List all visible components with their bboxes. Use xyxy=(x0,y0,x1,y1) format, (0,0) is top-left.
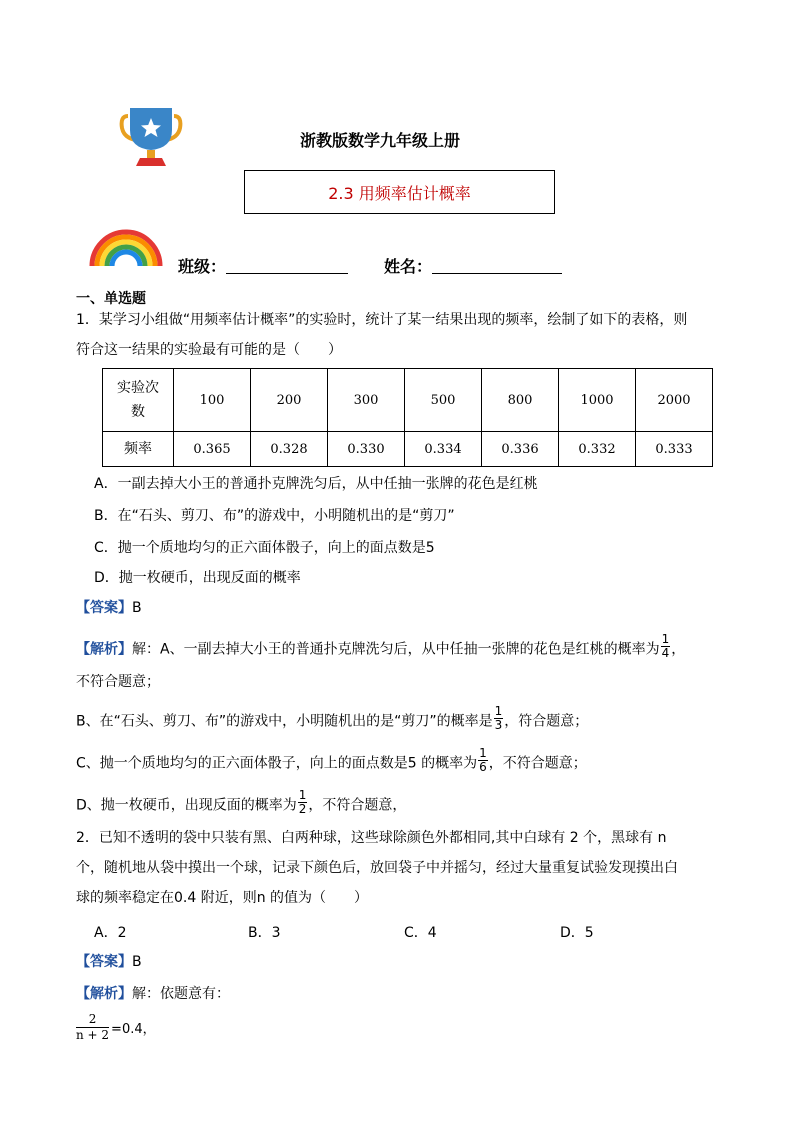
rainbow-icon xyxy=(88,228,164,268)
freq-cell: 0.333 xyxy=(636,432,713,467)
analysis-tag: 【解析】 xyxy=(76,641,132,658)
q1-option-a: A．一副去掉大小王的普通扑克牌洗匀后，从中任抽一张牌的花色是红桃 xyxy=(94,476,538,492)
answer-tag: 【答案】 xyxy=(76,954,132,970)
q1-option-b: B．在“石头、剪刀、布”的游戏中，小明随机出的是“剪刀” xyxy=(94,508,455,524)
q1-stem-line1: 1．某学习小组做“用频率估计概率”的实验时，统计了某一结果出现的频率，绘制了如下的表格，则 xyxy=(76,312,688,328)
q2-option-b: B．3 xyxy=(248,925,281,941)
freq-cell: 0.330 xyxy=(328,432,405,467)
q1-answer xyxy=(76,598,716,618)
freq-cell: 0.334 xyxy=(405,432,482,467)
class-field xyxy=(178,254,348,277)
q2-analysis: 【解析】解：依题意有： xyxy=(76,986,230,1002)
count-cell: 100 xyxy=(174,369,251,432)
q1-analysis-d: D、抛一枚硬币，出现反面的概率为 $\frac{1}{2}$ ，不符合题意， xyxy=(76,788,407,816)
q2-stem-line3: 球的频率稳定在0.4 附近，则n 的值为（ ） xyxy=(76,890,369,906)
count-cell: 800 xyxy=(482,369,559,432)
q1-option-d: D．抛一枚硬币，出现反面的概率 xyxy=(94,570,301,586)
q1-analysis-a: 【解析】解：A、一副去掉大小王的普通扑克牌洗匀后，从中任抽一张牌的花色是红桃的概率为 $\frac{1}{4}$ ， xyxy=(76,632,686,660)
answer-tag: 【答案】 xyxy=(76,600,132,616)
q2-equation: $\frac{2}{n + 2}$ =0.4， xyxy=(76,1012,156,1042)
frequency-table xyxy=(102,368,713,467)
chapter-title: 2.3 用频率估计概率 xyxy=(328,183,471,203)
table-row xyxy=(103,369,713,432)
fraction: $\frac{1}{4}$ xyxy=(661,632,670,660)
q2-option-c: C．4 xyxy=(404,925,437,941)
fraction: $\frac{2}{n + 2}$ xyxy=(76,1012,110,1042)
answer-value: B xyxy=(132,954,142,970)
q1-analysis-b: B、在“石头、剪刀、布”的游戏中，小明随机出的是“剪刀”的概率是 $\frac{1}{3}$ ，符合题意； xyxy=(76,704,589,732)
class-label: 班级： xyxy=(178,257,227,276)
q2-option-a: A．2 xyxy=(94,925,127,941)
table-header-cell: 实验次 数 xyxy=(103,369,174,432)
q2-stem-line1: 2．已知不透明的袋中只装有黑、白两种球，这些球除颜色外都相同,其中白球有 2 个，黑球有 n xyxy=(76,830,667,846)
fraction: $\frac{1}{3}$ xyxy=(494,704,503,732)
chapter-title-box xyxy=(244,170,555,214)
book-title: 浙教版数学九年级上册 xyxy=(300,131,461,150)
class-blank[interactable] xyxy=(226,257,348,274)
section-title: 一、单选题 xyxy=(76,291,146,307)
count-cell: 300 xyxy=(328,369,405,432)
q2-option-d: D．5 xyxy=(560,925,594,941)
trophy-icon xyxy=(118,104,184,170)
table-row xyxy=(103,432,713,467)
name-label: 姓名： xyxy=(384,257,433,276)
table-header-cell: 频率 xyxy=(103,432,174,467)
answer-value: B xyxy=(132,600,142,616)
q1-option-c: C．抛一个质地均匀的正六面体骰子，向上的面点数是5 xyxy=(94,540,435,556)
freq-cell: 0.328 xyxy=(251,432,328,467)
name-blank[interactable] xyxy=(432,257,562,274)
count-cell: 2000 xyxy=(636,369,713,432)
freq-cell: 0.332 xyxy=(559,432,636,467)
count-cell: 1000 xyxy=(559,369,636,432)
fraction: $\frac{1}{2}$ xyxy=(298,788,307,816)
name-field xyxy=(384,254,562,277)
q1-stem-line2: 符合这一结果的实验最有可能的是（ ） xyxy=(76,342,342,358)
count-cell: 200 xyxy=(251,369,328,432)
count-cell: 500 xyxy=(405,369,482,432)
freq-cell: 0.365 xyxy=(174,432,251,467)
q1-analysis-c: C、抛一个质地均匀的正六面体骰子，向上的面点数是5 的概率为 $\frac{1}{6}$ ，不符合题意； xyxy=(76,746,587,774)
q1-analysis-a-cont: 不符合题意； xyxy=(76,674,160,690)
freq-cell: 0.336 xyxy=(482,432,559,467)
q2-answer xyxy=(76,952,716,972)
fraction: $\frac{1}{6}$ xyxy=(479,746,487,774)
analysis-tag: 【解析】 xyxy=(76,986,132,1002)
q2-stem-line2: 个，随机地从袋中摸出一个球，记录下颜色后，放回袋子中并摇匀，经过大量重复试验发现摸出白 xyxy=(76,860,678,876)
